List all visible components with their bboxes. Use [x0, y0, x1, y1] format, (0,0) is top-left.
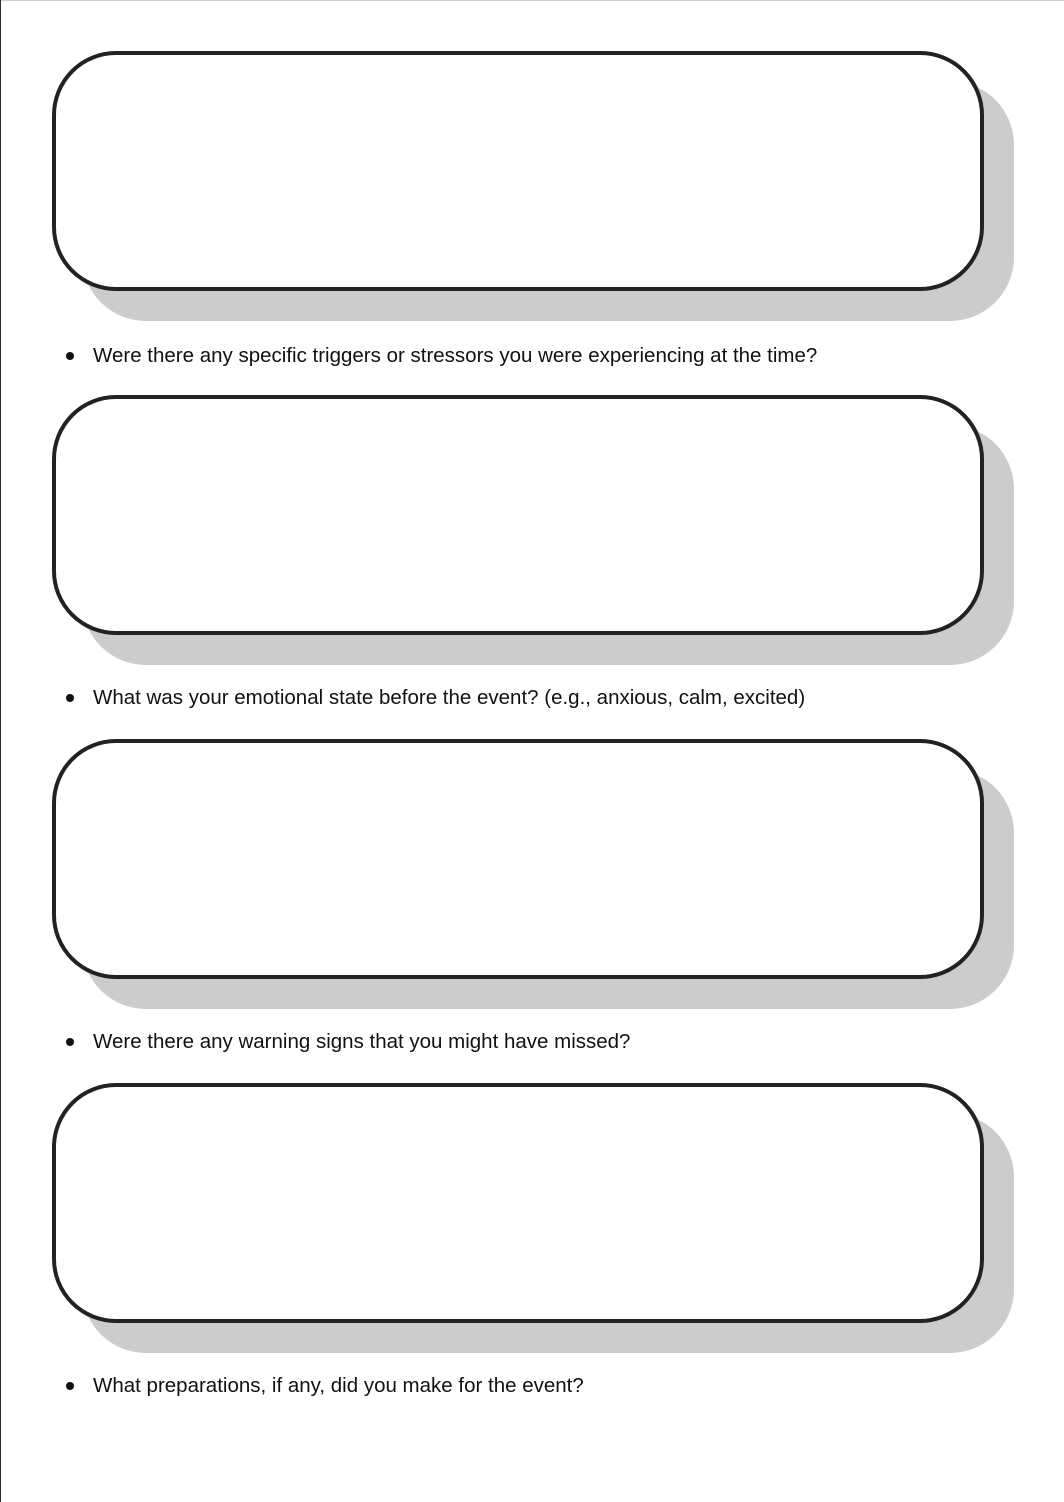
question-1	[66, 344, 817, 368]
answer-box-2[interactable]	[52, 395, 1014, 667]
answer-box-4[interactable]	[52, 1083, 1014, 1355]
question-text: What preparations, if any, did you make for the event?	[93, 1374, 584, 1397]
question-text: Were there any specific triggers or stressors you were experiencing at the time?	[93, 344, 818, 367]
question-text: Were there any warning signs that you might have missed?	[93, 1030, 631, 1053]
bullet-dot-icon	[66, 1382, 74, 1390]
page-top-edge	[0, 0, 1064, 1]
question-4	[66, 1374, 584, 1398]
page-left-edge	[0, 0, 1, 1502]
answer-box-area[interactable]	[52, 51, 984, 291]
question-2	[66, 686, 805, 710]
bullet-dot-icon	[66, 694, 74, 702]
bullet-dot-icon	[66, 352, 74, 360]
question-3	[66, 1030, 630, 1054]
answer-box-area[interactable]	[52, 1083, 984, 1323]
answer-box-3[interactable]	[52, 739, 1014, 1011]
answer-box-area[interactable]	[52, 739, 984, 979]
answer-box-area[interactable]	[52, 395, 984, 635]
question-text: What was your emotional state before the event? (e.g., anxious, calm, excited)	[93, 686, 806, 709]
bullet-dot-icon	[66, 1038, 74, 1046]
answer-box-1[interactable]	[52, 51, 1014, 323]
